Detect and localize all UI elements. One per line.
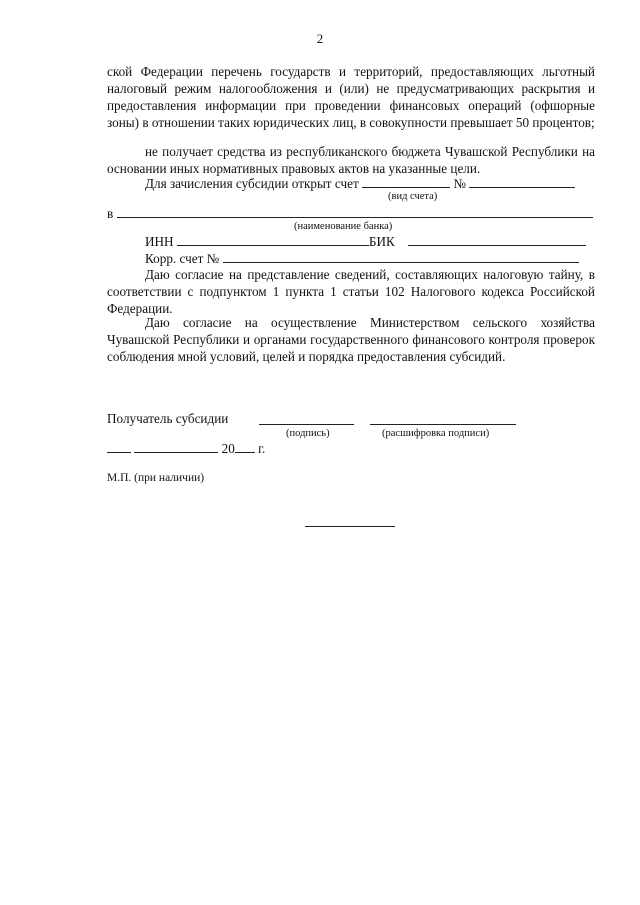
account-number-field[interactable] [469, 175, 575, 188]
inn-field[interactable] [177, 233, 369, 246]
signature-caption: (подпись) [286, 428, 330, 439]
account-row [107, 175, 595, 192]
signature-decoding-field[interactable] [370, 424, 516, 425]
page-number: 2 [316, 31, 324, 46]
date-row [107, 440, 595, 457]
bank-name-field[interactable] [117, 205, 593, 218]
signature-decoding-caption: (расшифровка подписи) [382, 428, 490, 439]
end-divider [305, 526, 395, 527]
signature-field[interactable] [259, 424, 354, 425]
paragraph-offshore-condition: ской Федерации перечень государств и территорий, предоставляющих льготный налоговый режим налогообложения и (или) не предусматривающих раскрытия и предоставления информации при проведении финансовых операций (офшорные зоны) в отношении таких юридических лиц, в совокупности превышает 50 процентов; [107, 64, 595, 130]
inn-label: ИНН [145, 234, 174, 249]
bik-label: БИК [368, 234, 395, 249]
stamp-note: М.П. (при наличии) [107, 472, 205, 484]
account-label: Для зачисления субсидии открыт счет [145, 176, 359, 191]
korr-account-field[interactable] [223, 250, 579, 263]
bank-row [107, 205, 595, 222]
date-century: 20 [221, 441, 235, 456]
account-number-sign: № [453, 176, 466, 191]
bank-prefix: в [107, 206, 114, 221]
paragraph-inspection-consent: Даю согласие на осуществление Министерством сельского хозяйства Чувашской Республики и органами государственного финансового контроля проверок соблюдения мной условий, целей и порядка предоставления субсидий. [107, 315, 595, 364]
korr-label: Корр. счет № [145, 251, 220, 266]
paragraph-tax-secret-consent: Даю согласие на представление сведений, составляющих налоговую тайну, в соответствии с подпунктом 1 пункта 1 статьи 102 Налогового кодекса Российской Федерации. [107, 267, 595, 316]
paragraph-no-other-funds: не получает средства из республиканского бюджета Чувашской Республики на основании иных нормативных правовых актов на указанные цели. [107, 144, 595, 176]
date-suffix: г. [258, 441, 266, 456]
account-type-caption: (вид счета) [388, 191, 438, 202]
inn-bik-row [107, 233, 595, 250]
date-year-field[interactable] [235, 440, 255, 453]
account-type-field[interactable] [362, 175, 450, 188]
bik-field[interactable] [408, 233, 586, 246]
date-day-field[interactable] [107, 440, 131, 453]
signature-label: Получатель субсидии [107, 411, 229, 426]
bank-name-caption: (наименование банка) [294, 221, 393, 232]
korr-row [107, 250, 595, 267]
date-month-field[interactable] [134, 440, 218, 453]
